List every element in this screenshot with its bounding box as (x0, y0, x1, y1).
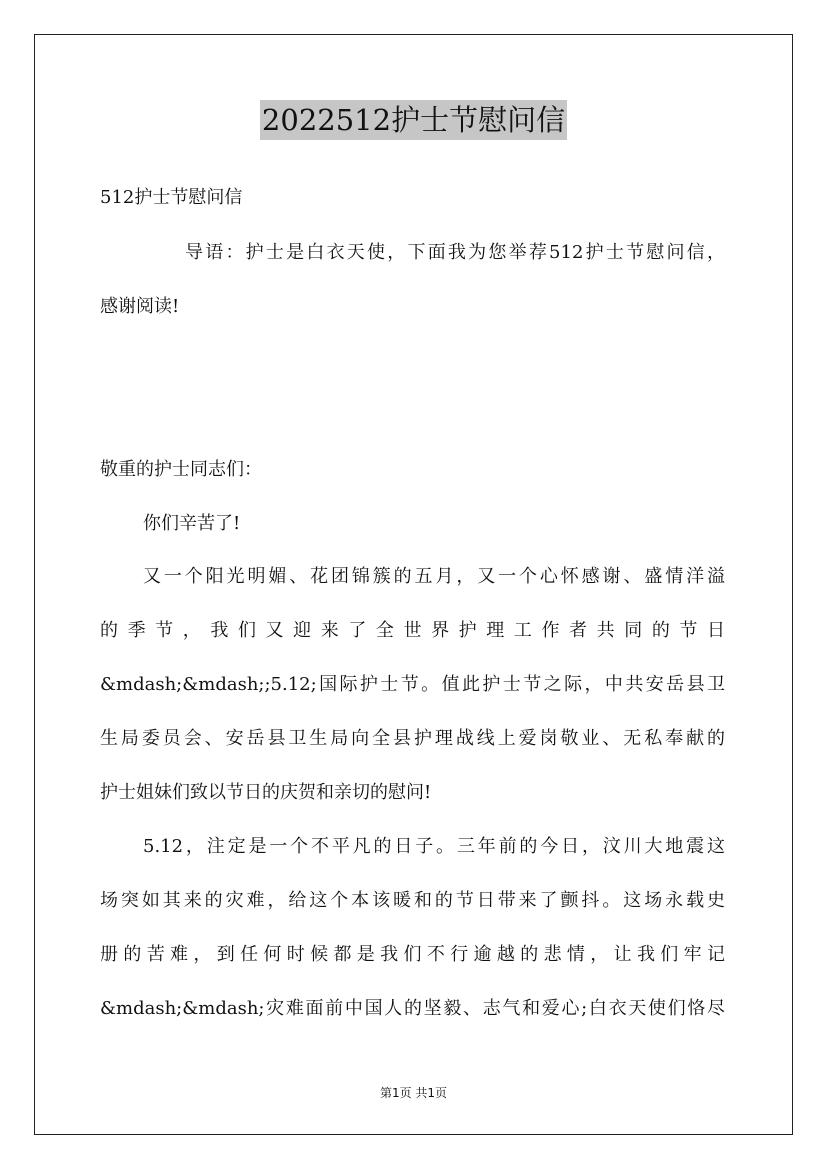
body-line: &mdash;&mdash;;5.12;国际护士节。值此护士节之际，中共安岳县卫 (100, 674, 725, 695)
body-line: 又一个阳光明媚、花团锦簇的五月，又一个心怀感谢、盛情洋溢 (143, 566, 725, 587)
page-number-footer: 第1页 共1页 (379, 1086, 448, 1100)
body-line: &mdash;&mdash;灾难面前中国人的坚毅、志气和爱心;白衣天使们恪尽 (100, 998, 725, 1019)
body-line: 5.12，注定是一个不平凡的日子。三年前的今日，汶川大地震这 (143, 836, 725, 857)
body-line: 册的苦难，到任何时候都是我们不行逾越的悲情，让我们牢记 (100, 944, 725, 965)
body-line: 生局委员会、安岳县卫生局向全县护理战线上爱岗敬业、无私奉献的 (100, 728, 725, 749)
body-line: 场突如其来的灾难，给这个本该暖和的节日带来了颤抖。这场永载史 (100, 890, 725, 911)
greeting: 你们辛苦了! (143, 513, 241, 534)
body-line: 的季节，我们又迎来了全世界护理工作者共同的节日 (100, 620, 725, 641)
intro-line-2: 感谢阅读! (100, 296, 180, 317)
salutation: 敬重的护士同志们： (100, 459, 262, 480)
intro-line-1: 导语：护士是白衣天使，下面我为您举荐512护士节慰问信， (185, 242, 725, 263)
title-container (0, 100, 827, 140)
document-title: 2022512护士节慰问信 (260, 100, 567, 140)
body-line: 护士姐妹们致以节日的庆贺和亲切的慰问! (100, 782, 432, 803)
document-subtitle: 512护士节慰问信 (100, 187, 243, 208)
